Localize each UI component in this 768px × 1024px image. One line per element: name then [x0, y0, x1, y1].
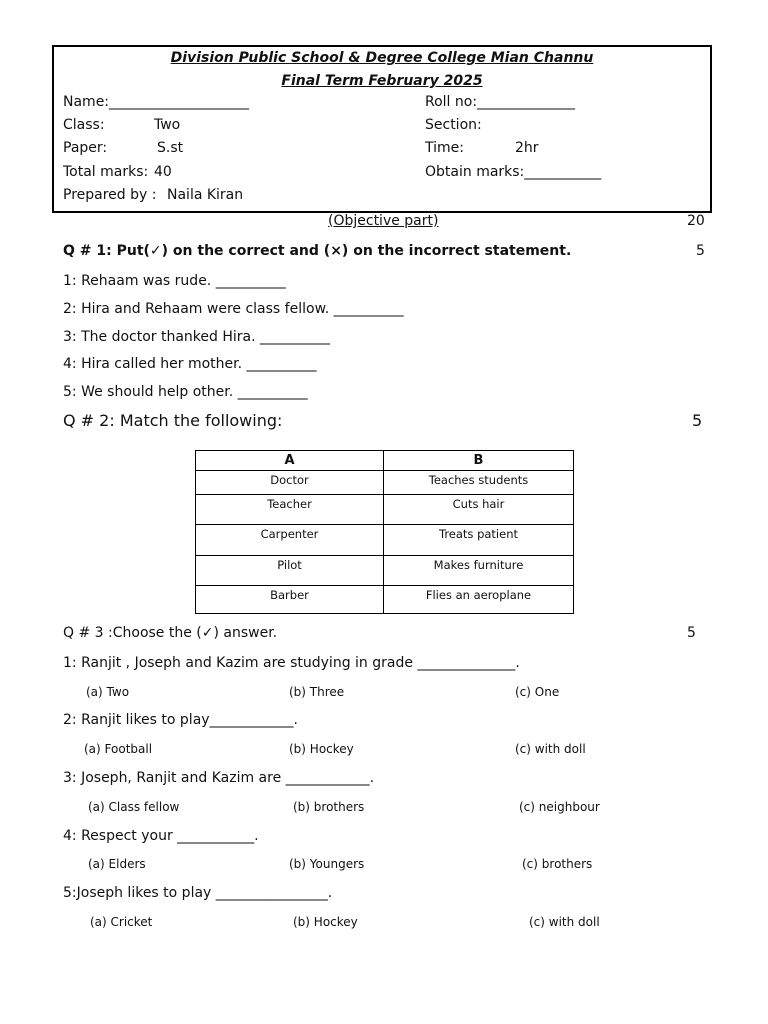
obtain-marks-field: Obtain marks:___________ [425, 164, 602, 180]
table-row [196, 556, 574, 586]
q3-question: 4: Respect your ___________. [63, 828, 259, 844]
class-value: Two [154, 117, 181, 133]
column-b-header: B [384, 451, 574, 471]
q3-marks: 5 [687, 625, 696, 641]
match-table [195, 450, 574, 614]
column-a-cell: Doctor [196, 471, 384, 495]
q1-title: Q # 1: Put(✓) on the correct and (×) on the incorrect statement. [63, 243, 572, 259]
column-a-cell: Teacher [196, 495, 384, 525]
option-c: (c) brothers [522, 857, 593, 871]
column-b-cell: Makes furniture [384, 556, 574, 586]
option-a: (a) Class fellow [88, 800, 180, 814]
time-value: 2hr [515, 140, 539, 156]
table-row [196, 495, 574, 525]
table-header-row [196, 451, 574, 471]
column-a-cell: Pilot [196, 556, 384, 586]
option-c: (c) neighbour [519, 800, 600, 814]
option-a: (a) Football [84, 742, 153, 756]
column-b-cell: Treats patient [384, 525, 574, 556]
q3-title: Q # 3 :Choose the (✓) answer. [63, 625, 278, 641]
column-a-cell: Barber [196, 586, 384, 614]
total-marks-value: 40 [154, 164, 172, 180]
option-a: (a) Two [86, 685, 130, 699]
school-name: Division Public School & Degree College Mian Channu [170, 50, 594, 66]
prepared-by-value: Naila Kiran [167, 187, 244, 203]
q1-item: 5: We should help other. __________ [63, 384, 308, 400]
table-row [196, 471, 574, 495]
option-c: (c) with doll [515, 742, 586, 756]
option-a: (a) Elders [88, 857, 146, 871]
objective-part-label: (Objective part) [328, 213, 439, 229]
exam-title: Final Term February 2025 [281, 73, 483, 89]
roll-no-field: Roll no:______________ [425, 94, 576, 110]
q3-question: 5:Joseph likes to play ________________. [63, 885, 333, 901]
column-b-cell: Cuts hair [384, 495, 574, 525]
time-label: Time: [425, 140, 464, 156]
paper-value: S.st [157, 140, 184, 156]
option-b: (b) Hockey [289, 742, 354, 756]
option-c: (c) with doll [529, 915, 600, 929]
section-label: Section: [425, 117, 482, 133]
option-b: (b) Youngers [289, 857, 365, 871]
class-label: Class: [63, 117, 105, 133]
total-marks-label: Total marks: [63, 164, 149, 180]
q2-marks: 5 [692, 411, 703, 430]
paper-label: Paper: [63, 140, 108, 156]
q3-question: 3: Joseph, Ranjit and Kazim are ____________. [63, 770, 375, 786]
option-b: (b) Three [289, 685, 345, 699]
table-row [196, 525, 574, 556]
q1-marks: 5 [696, 243, 705, 259]
q3-question: 1: Ranjit , Joseph and Kazim are studying in grade ______________. [63, 655, 520, 671]
column-a-cell: Carpenter [196, 525, 384, 556]
column-a-header: A [196, 451, 384, 471]
q2-title: Q # 2: Match the following: [63, 411, 283, 430]
name-field: Name:____________________ [63, 94, 250, 110]
column-b-cell: Teaches students [384, 471, 574, 495]
option-b: (b) Hockey [293, 915, 358, 929]
q1-item: 4: Hira called her mother. __________ [63, 356, 317, 372]
q1-item: 2: Hira and Rehaam were class fellow. __________ [63, 301, 404, 317]
option-b: (b) brothers [293, 800, 365, 814]
q3-question: 2: Ranjit likes to play____________. [63, 712, 299, 728]
q1-item: 3: The doctor thanked Hira. __________ [63, 329, 330, 345]
option-a: (a) Cricket [90, 915, 153, 929]
objective-part-marks: 20 [687, 213, 705, 229]
table-row [196, 586, 574, 614]
q1-item: 1: Rehaam was rude. __________ [63, 273, 286, 289]
option-c: (c) One [515, 685, 560, 699]
column-b-cell: Flies an aeroplane [384, 586, 574, 614]
prepared-by-label: Prepared by : [63, 187, 157, 203]
